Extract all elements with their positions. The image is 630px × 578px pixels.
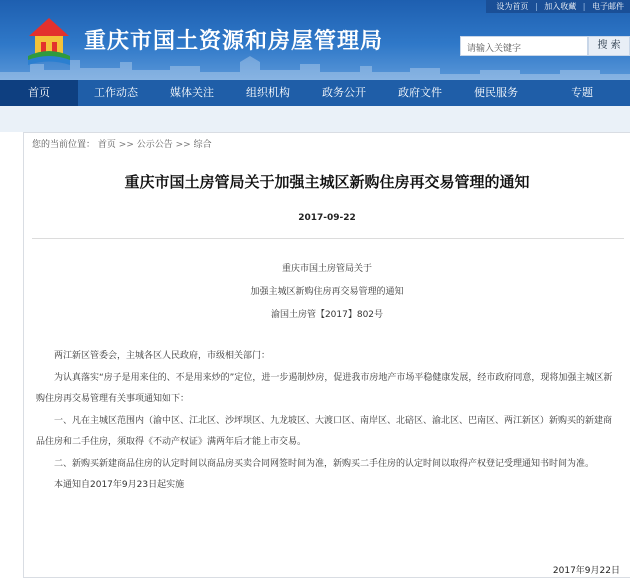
- document-number: 渝国土房管【2017】802号: [270, 310, 384, 320]
- paragraph-item-1: 一、凡在主城区范围内（渝中区、江北区、沙坪坝区、九龙坡区、大渡口区、南岸区、北碚区、渝北区、巴南区、两江新区）新购买的新建商品住房和二手住房，须取得《不动产权证》满两年后才能上市交易。: [36, 415, 613, 447]
- add-favorite-link[interactable]: 加入收藏: [544, 2, 577, 11]
- document-heading: [24, 258, 630, 327]
- breadcrumb-home[interactable]: 首页: [97, 140, 116, 150]
- breadcrumb-label: 您的当前位置：: [32, 140, 96, 150]
- main-nav: [0, 80, 630, 106]
- top-links: 设为首页 | 加入收藏 | 电子邮件: [486, 0, 630, 13]
- nav-home[interactable]: 首页: [0, 80, 78, 106]
- nav-work-news[interactable]: 工作动态: [94, 86, 138, 99]
- nav-public-services[interactable]: 便民服务: [474, 86, 518, 99]
- nav-media[interactable]: 媒体关注: [170, 86, 214, 99]
- nav-gov-documents[interactable]: 政府文件: [398, 86, 442, 99]
- bureau-emblem-icon: [26, 16, 72, 66]
- article-date: 2017-09-22: [298, 213, 356, 223]
- nav-sub-band: [0, 106, 630, 132]
- paragraph-item-2: 二、新购买新建商品住房的认定时间以商品房买卖合同网签时间为准，新购买二手住房的认定时间以取得产权登记受理通知书时间为准。: [54, 458, 595, 469]
- nav-gov-affairs[interactable]: 政务公开: [322, 86, 366, 99]
- breadcrumb-general[interactable]: 综合: [193, 140, 212, 150]
- paragraph-effective: 本通知自2017年9月23日起实施: [54, 480, 185, 490]
- nav-organization[interactable]: 组织机构: [246, 86, 290, 99]
- article-panel: [23, 132, 630, 578]
- heading-line-1: 重庆市国土房管局关于: [281, 264, 372, 274]
- title-divider: [32, 238, 624, 239]
- breadcrumb: 您的当前位置： 首页 >> 公示公告 >> 综合: [32, 140, 212, 150]
- article-title: 重庆市国土房管局关于加强主城区新购住房再交易管理的通知: [124, 173, 530, 191]
- search-input[interactable]: 请输入关键字: [460, 36, 588, 56]
- email-link[interactable]: 电子邮件: [592, 2, 624, 11]
- set-homepage-link[interactable]: 设为首页: [496, 2, 529, 11]
- paragraph-intro: 为认真落实“房子是用来住的、不是用来炒的”定位，进一步遏制炒房，促进我市房地产市场平稳健康发展，经市政府同意，现将加强主城区新购住房再交易管理有关事项通知如下：: [36, 372, 613, 404]
- site-header: [0, 0, 630, 80]
- breadcrumb-notices[interactable]: 公示公告: [136, 140, 173, 150]
- heading-line-2: 加强主城区新购住房再交易管理的通知: [250, 287, 404, 297]
- sign-date: 2017年9月22日: [552, 566, 620, 576]
- nav-special-topics[interactable]: 专题: [571, 86, 593, 99]
- search-button[interactable]: 搜 索: [588, 36, 630, 56]
- paragraph-addressee: 两江新区管委会，主城各区人民政府，市级相关部门：: [54, 351, 271, 361]
- article-body: [36, 346, 620, 497]
- site-title: 重庆市国土资源和房屋管理局: [84, 29, 384, 54]
